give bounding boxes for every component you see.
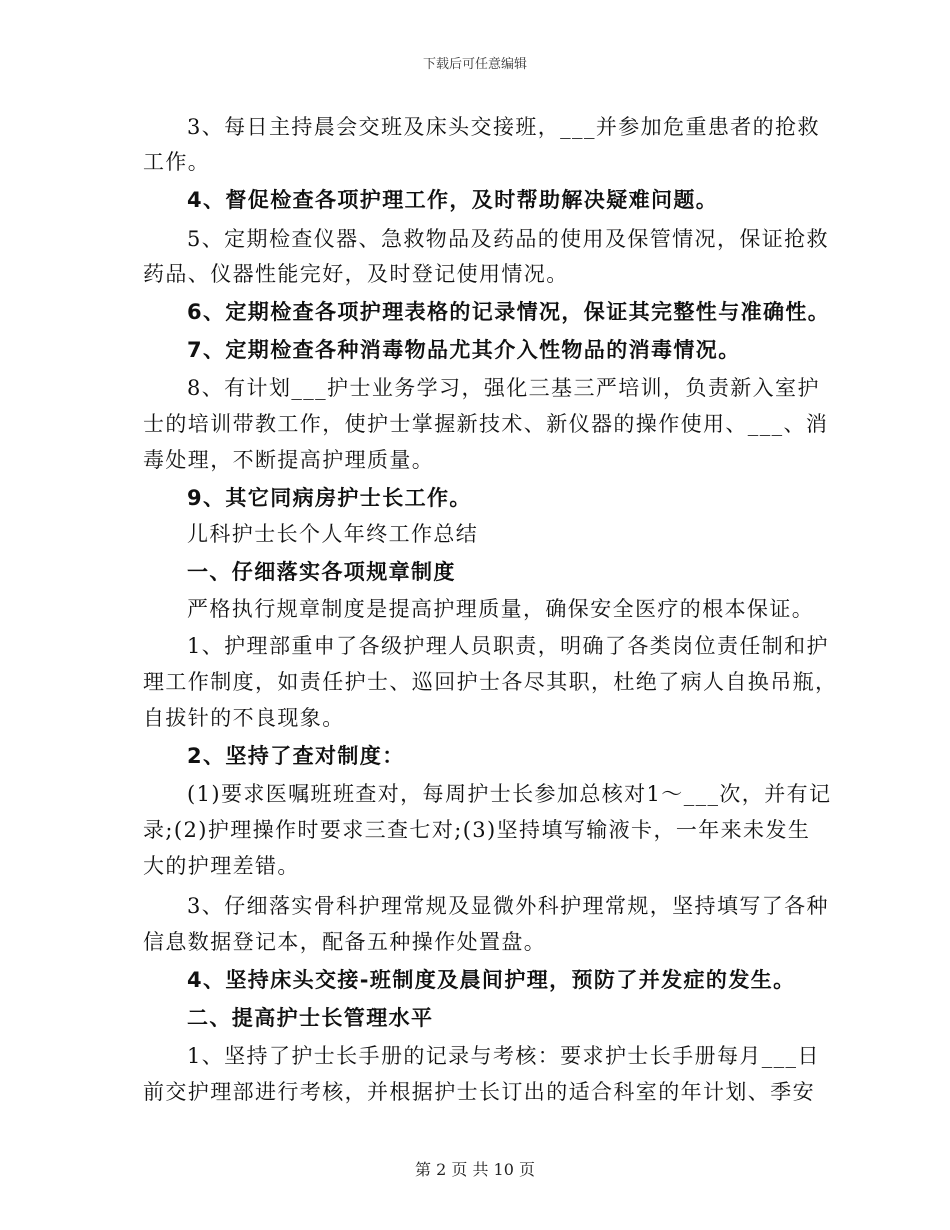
paragraph-line: 理工作制度，如责任护士、巡回护士各尽其职，杜绝了病人自换吊瓶， bbox=[143, 670, 838, 694]
paragraph-line: 3、仔细落实骨科护理常规及显微外科护理常规，坚持填写了各种 bbox=[187, 894, 829, 918]
bold-paragraph-line: 9、其它同病房护士长工作。 bbox=[187, 486, 472, 510]
paragraph-line: 药品、仪器性能完好，及时登记使用情况。 bbox=[143, 262, 569, 286]
section-heading: 一、仔细落实各项规章制度 bbox=[187, 560, 456, 584]
page-footer: 第 2 页 共 10 页 bbox=[415, 1160, 535, 1179]
page-header: 下载后可任意编辑 bbox=[422, 57, 527, 72]
paragraph-line: 大的护理差错。 bbox=[143, 854, 300, 878]
paragraph-line: 自拔针的不良现象。 bbox=[143, 706, 345, 730]
paragraph-line: 前交护理部进行考核，并根据护士长订出的适合科室的年计划、季安 bbox=[143, 1080, 815, 1104]
section-heading: 二、提高护士长管理水平 bbox=[187, 1006, 434, 1030]
bold-paragraph-line: 4、督促检查各项护理工作，及时帮助解决疑难问题。 bbox=[187, 188, 719, 212]
paragraph-line: 信息数据登记本，配备五种操作处置盘。 bbox=[143, 930, 547, 954]
paragraph-line: 1、护理部重申了各级护理人员职责，明确了各类岗位责任制和护 bbox=[187, 634, 829, 658]
section-title: 儿科护士长个人年终工作总结 bbox=[187, 522, 479, 546]
bold-paragraph-line: 6、定期检查各项护理表格的记录情况，保证其完整性与准确性。 bbox=[187, 300, 831, 324]
paragraph-line: 士的培训带教工作，使护士掌握新技术、新仪器的操作使用、___、消 bbox=[143, 412, 829, 436]
paragraph-line: (1)要求医嘱班班查对，每周护士长参加总核对1～___次，并有记 bbox=[187, 782, 832, 806]
paragraph-line: 录;(2)护理操作时要求三查七对;(3)坚持填写输液卡，一年来未发生 bbox=[143, 818, 811, 842]
paragraph-line: 5、定期检查仪器、急救物品及药品的使用及保管情况，保证抢救 bbox=[187, 227, 829, 251]
paragraph-line: 1、坚持了护士长手册的记录与考核：要求护士长手册每月___日 bbox=[187, 1044, 820, 1068]
paragraph-line: 工作。 bbox=[143, 150, 211, 174]
bold-paragraph-line: 4、坚持床头交接-班制度及晨间护理，预防了并发症的发生。 bbox=[187, 968, 796, 992]
paragraph-line: 严格执行规章制度是提高护理质量，确保安全医疗的根本保证。 bbox=[187, 597, 815, 621]
paragraph-line: 毒处理，不断提高护理质量。 bbox=[143, 448, 435, 472]
paragraph-line: 8、有计划___护士业务学习，强化三基三严培训，负责新入室护 bbox=[187, 376, 820, 400]
bold-paragraph-line: 7、定期检查各种消毒物品尤其介入性物品的消毒情况。 bbox=[187, 338, 741, 362]
bold-paragraph-line: 2、坚持了查对制度： bbox=[187, 744, 405, 768]
paragraph-line: 3、每日主持晨会交班及床头交接班，___并参加危重患者的抢救 bbox=[187, 115, 820, 139]
